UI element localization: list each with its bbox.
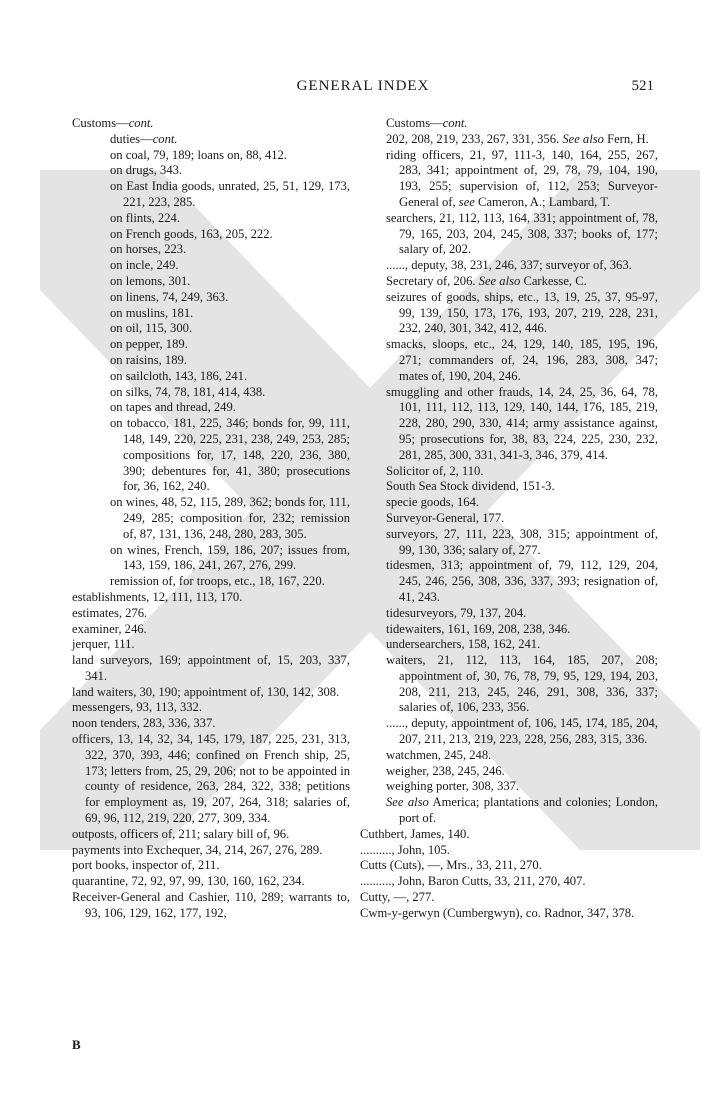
index-entry <box>360 874 658 890</box>
entry-text: Cutty, —, 277. <box>360 890 435 905</box>
entry-text: on horses, 223. <box>110 242 187 257</box>
entry-text: on drugs, 343. <box>110 163 183 178</box>
index-entry <box>386 132 658 148</box>
index-entry <box>72 416 350 495</box>
entry-text: .........., John, Baron Cutts, 33, 211, 270, 407. <box>360 874 586 889</box>
entry-tail: Fern, H. <box>603 131 649 146</box>
index-entry <box>360 827 658 843</box>
entry-text: weighing porter, 308, 337. <box>386 779 520 794</box>
entry-text: land waiters, 30, 190; appointment of, 130, 142, 308. <box>72 684 340 699</box>
entry-text: Customs— <box>72 116 129 130</box>
page-number: 521 <box>631 78 654 94</box>
index-entry <box>386 290 658 337</box>
entry-text: .........., John, 105. <box>360 842 450 857</box>
index-entry <box>72 574 350 590</box>
entry-text: ......, deputy, 38, 231, 246, 337; surveyor of, 363. <box>386 258 632 273</box>
index-entry <box>72 622 350 638</box>
index-entry <box>72 148 350 164</box>
entry-text: waiters, 21, 112, 113, 164, 185, 207, 208; appointment of, 30, 76, 78, 79, 95, 129, 194, 203, 208, 211, 213, 245, 246, 291, 308, 336, 337; salaries of, 106, 233, 356. <box>386 653 658 715</box>
entry-text: tidewaiters, 161, 169, 208, 238, 346. <box>386 621 571 636</box>
index-entry <box>72 637 350 653</box>
entry-text: smacks, sloops, etc., 24, 129, 140, 185, 195, 196, 271; commanders of, 24, 196, 283, 308, 347; mates of, 190, 204, 246. <box>386 337 658 383</box>
running-title: GENERAL INDEX <box>296 78 430 94</box>
index-entry <box>386 637 658 653</box>
index-entry <box>72 732 350 827</box>
entry-italic: cont. <box>128 116 154 130</box>
index-entry <box>72 874 350 890</box>
page-header <box>0 78 726 100</box>
entry-text: Cuthbert, James, 140. <box>360 826 470 841</box>
entry-text: on sailcloth, 143, 186, 241. <box>110 368 248 383</box>
index-entry <box>72 843 350 859</box>
entry-text: port books, inspector of, 211. <box>72 858 220 873</box>
index-entry <box>386 795 658 827</box>
entry-text: remission of, for troops, etc., 18, 167, 220. <box>110 574 325 589</box>
entry-text: examiner, 246. <box>72 621 147 636</box>
entry-text: on wines, French, 159, 186, 207; issues from, 143, 159, 186, 241, 267, 276, 299. <box>110 542 350 573</box>
index-entry <box>72 132 350 148</box>
index-entry <box>72 590 350 606</box>
entry-italic: see <box>458 194 475 209</box>
index-entry <box>72 290 350 306</box>
index-entry <box>360 906 658 922</box>
entry-text: on oil, 115, 300. <box>110 321 193 336</box>
index-entry <box>386 274 658 290</box>
index-column-left <box>72 116 350 922</box>
index-entry <box>360 858 658 874</box>
entry-italic: See also <box>478 273 521 288</box>
index-entry <box>72 321 350 337</box>
entry-text: estimates, 276. <box>72 605 148 620</box>
entry-text: on incle, 249. <box>110 258 179 273</box>
entry-text: on linens, 74, 249, 363. <box>110 289 229 304</box>
index-entry <box>386 606 658 622</box>
entry-text: on flints, 224. <box>110 210 180 225</box>
index-entry <box>72 274 350 290</box>
entry-tail: America; plantations and colonies; London, port of. <box>399 795 658 826</box>
index-entry <box>386 764 658 780</box>
index-entry <box>72 400 350 416</box>
index-entry <box>72 369 350 385</box>
entry-text: payments into Exchequer, 34, 214, 267, 276, 289. <box>72 842 323 857</box>
index-entry <box>72 495 350 542</box>
entry-italic: cont. <box>152 131 178 146</box>
index-entry <box>386 779 658 795</box>
index-entry <box>386 748 658 764</box>
index-entry <box>386 148 658 211</box>
entry-text: on tobacco, 181, 225, 346; bonds for, 99, 111, 148, 149, 220, 225, 231, 238, 249, 253, 285; compositions for, 17, 148, 220, 236, 380, 390; debentures for, 41, 380; prosecutions for, 36, 162, 240. <box>110 416 350 494</box>
index-entry <box>386 258 658 274</box>
index-entry <box>72 337 350 353</box>
index-entry <box>386 495 658 511</box>
entry-tail: Carkesse, C. <box>520 273 587 288</box>
index-entry <box>72 306 350 322</box>
index-entry <box>72 890 350 922</box>
entry-text: officers, 13, 14, 32, 34, 145, 179, 187, 225, 231, 313, 322, 370, 393, 446; confined on French ship, 25, 173; letters from, 25, 29, 206; not to be appointed in county of residence, 263, 284, 322, 338; petitions for employment as, 19, 207, 264, 318; salaries of, 69, 96, 112, 219, 220, 277, 309, 334. <box>72 732 350 826</box>
entry-text: on wines, 48, 52, 115, 289, 362; bonds for, 111, 249, 285; composition for, 232; remission of, 87, 131, 136, 248, 280, 283, 305. <box>110 495 350 541</box>
index-entry <box>72 227 350 243</box>
entry-text: outposts, officers of, 211; salary bill of, 96. <box>72 826 290 841</box>
index-entry <box>72 716 350 732</box>
index-entry <box>386 211 658 258</box>
entry-text: Solicitor of, 2, 110. <box>386 463 484 478</box>
entry-text: on silks, 74, 78, 181, 414, 438. <box>110 384 266 399</box>
index-entry <box>386 385 658 464</box>
index-entry <box>72 258 350 274</box>
index-entry <box>386 464 658 480</box>
entry-text: jerquer, 111. <box>72 637 135 652</box>
entry-text: 202, 208, 219, 233, 267, 331, 356. <box>386 131 563 146</box>
entry-text: riding officers, 21, 97, 111-3, 140, 164, 255, 267, 283, 341; appointment of, 29, 78, 79, 104, 190, 193, 255; supervision of, 112, 253; Surveyor-General of, <box>386 147 658 209</box>
entry-text: Surveyor-General, 177. <box>386 510 505 525</box>
index-entry <box>72 116 350 132</box>
index-entry <box>386 653 658 716</box>
entry-text: on pepper, 189. <box>110 337 188 352</box>
entry-text: establishments, 12, 111, 113, 170. <box>72 589 243 604</box>
index-entry <box>386 116 658 132</box>
entry-text: watchmen, 245, 248. <box>386 747 492 762</box>
index-entry <box>386 479 658 495</box>
entry-text: tidesurveyors, 79, 137, 204. <box>386 605 527 620</box>
index-entry <box>72 685 350 701</box>
entry-text: noon tenders, 283, 336, 337. <box>72 716 216 731</box>
entry-text: quarantine, 72, 92, 97, 99, 130, 160, 162, 234. <box>72 874 305 889</box>
entry-text: on tapes and thread, 249. <box>110 400 236 415</box>
entry-text: on raisins, 189. <box>110 352 187 367</box>
entry-text: specie goods, 164. <box>386 495 480 510</box>
entry-text: seizures of goods, ships, etc., 13, 19, 25, 37, 95-97, 99, 139, 150, 173, 176, 193, 207, 219, 228, 231, 232, 240, 301, 342, 412, 446. <box>386 289 658 336</box>
index-entry <box>386 527 658 559</box>
index-entry <box>386 337 658 384</box>
entry-text: surveyors, 27, 111, 223, 308, 315; appointment of, 99, 130, 336; salary of, 277. <box>386 526 658 557</box>
entry-text: land surveyors, 169; appointment of, 15, 203, 337, 341. <box>72 653 350 683</box>
index-entry <box>360 843 658 859</box>
entry-text: Customs— <box>386 116 443 130</box>
entry-text: on muslins, 181. <box>110 305 194 320</box>
entry-text: on coal, 79, 189; loans on, 88, 412. <box>110 147 287 162</box>
index-entry <box>386 511 658 527</box>
index-entry <box>72 163 350 179</box>
entry-text: Cutts (Cuts), —, Mrs., 33, 211, 270. <box>360 858 542 873</box>
index-entry <box>386 622 658 638</box>
entry-text: Secretary of, 206. <box>386 273 479 288</box>
index-entry <box>72 353 350 369</box>
index-entry <box>72 385 350 401</box>
entry-text: undersearchers, 158, 162, 241. <box>386 637 541 652</box>
index-column-right <box>360 116 658 922</box>
entry-text: ......, deputy, appointment of, 106, 145, 174, 185, 204, 207, 211, 213, 219, 223, 228, 256, 283, 315, 336. <box>386 716 658 747</box>
entry-italic: See also <box>386 795 429 810</box>
entry-text: searchers, 21, 112, 113, 164, 331; appointment of, 78, 79, 165, 203, 204, 245, 308, 337; books of, 177; salary of, 202. <box>386 210 658 257</box>
entry-text: messengers, 93, 113, 332. <box>72 700 203 715</box>
index-entry <box>72 827 350 843</box>
index-entry <box>72 653 350 685</box>
index-entry <box>72 606 350 622</box>
entry-text: on East India goods, unrated, 25, 51, 129, 173, 221, 223, 285. <box>110 179 350 209</box>
entry-text: duties— <box>110 131 153 146</box>
index-entry <box>360 890 658 906</box>
signature-mark: B <box>72 1037 81 1052</box>
index-entry <box>72 211 350 227</box>
index-entry <box>72 858 350 874</box>
index-entry <box>72 700 350 716</box>
entry-text: tidesmen, 313; appointment of, 79, 112, 129, 204, 245, 246, 256, 308, 336, 337, 393; resignation of, 41, 243. <box>386 558 658 604</box>
entry-text: on lemons, 301. <box>110 273 191 288</box>
entry-text: Cwm-y-gerwyn (Cumbergwyn), co. Radnor, 347, 378. <box>360 905 635 920</box>
entry-text: weigher, 238, 245, 246. <box>386 763 505 778</box>
index-entry <box>386 716 658 748</box>
entry-text: Receiver-General and Cashier, 110, 289; warrants to, 93, 106, 129, 162, 177, 192, <box>72 890 350 920</box>
index-entry <box>72 242 350 258</box>
entry-italic: See also <box>562 131 604 146</box>
entry-text: smuggling and other frauds, 14, 24, 25, 36, 64, 78, 101, 111, 112, 113, 129, 140, 144, 176, 185, 219, 228, 280, 290, 330, 414; army assistance against, 95; prosecutions for, 38, 83, 224, 225, 230, 232, 281, 285, 300, 331, 341-3, 346, 379, 414. <box>386 384 658 462</box>
index-entry <box>72 543 350 575</box>
entry-tail: Cameron, A.; Lambard, T. <box>474 194 611 209</box>
index-entry <box>386 558 658 605</box>
index-entry <box>72 179 350 211</box>
entry-text: South Sea Stock dividend, 151-3. <box>386 479 555 494</box>
entry-italic: cont. <box>442 116 468 130</box>
entry-text: on French goods, 163, 205, 222. <box>110 226 273 241</box>
